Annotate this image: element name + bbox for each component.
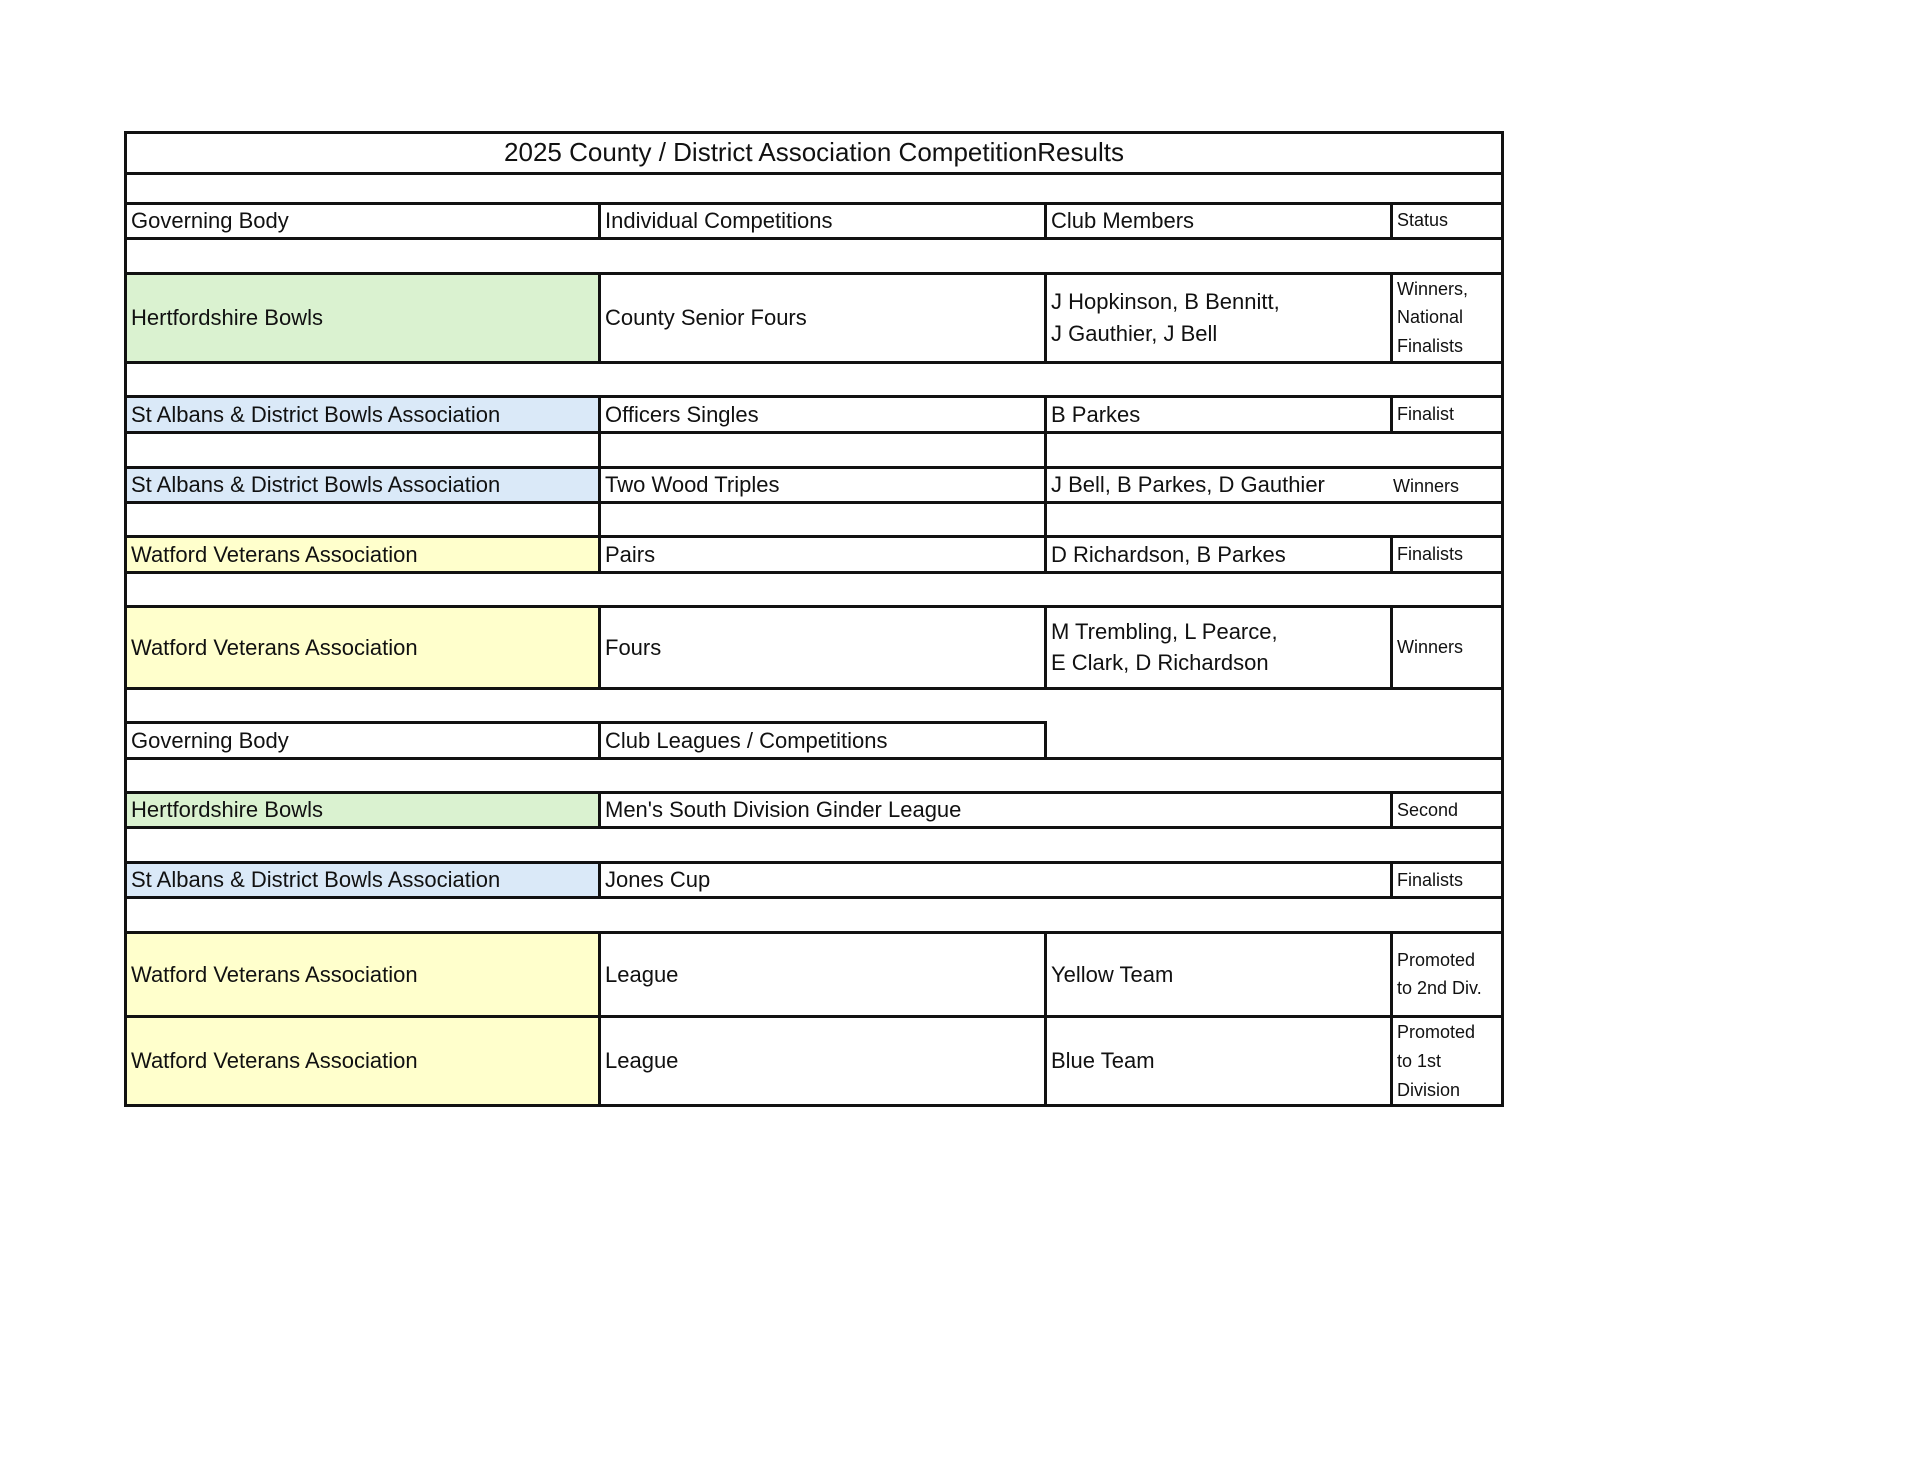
status-line: Division <box>1397 1079 1461 1100</box>
members-line: J Gauthier, J Bell <box>1051 320 1218 346</box>
competition-cell: Men's South Division Ginder League <box>600 792 1392 827</box>
table-row <box>126 536 1503 572</box>
status-cell: Finalist <box>1392 396 1503 432</box>
status-line: to 2nd Div. <box>1397 978 1482 999</box>
empty-cell <box>1046 722 1503 758</box>
status-line: Promoted <box>1397 1021 1476 1042</box>
members-line: J Hopkinson, B Bennitt, <box>1051 288 1280 314</box>
status-cell: Winners <box>1392 606 1503 688</box>
competition-cell: Jones Cup <box>600 862 1392 897</box>
header-row-2 <box>126 722 1503 758</box>
spacer-row <box>126 688 1503 722</box>
competition-cell: League <box>600 1016 1046 1105</box>
governing-body-cell: Watford Veterans Association <box>126 932 600 1016</box>
spacer-row <box>126 502 1503 536</box>
status-line: Promoted <box>1397 949 1476 970</box>
competition-cell: Fours <box>600 606 1046 688</box>
members-cell <box>1046 273 1392 362</box>
header-club-leagues: Club Leagues / Competitions <box>600 722 1046 758</box>
spacer-row <box>126 238 1503 273</box>
members-cell: B Parkes <box>1046 396 1392 432</box>
governing-body-cell: St Albans & District Bowls Association <box>126 396 600 432</box>
members-cell: Yellow Team <box>1046 932 1392 1016</box>
spacer-row <box>126 362 1503 396</box>
header-status: Status <box>1392 203 1503 238</box>
status-line: Finalists <box>1397 336 1464 357</box>
header-individual: Individual Competitions <box>600 203 1046 238</box>
table-row <box>126 862 1503 897</box>
status-cell: Second <box>1392 792 1503 827</box>
competition-cell: Two Wood Triples <box>600 467 1046 502</box>
members-line: M Trembling, L Pearce, <box>1051 618 1278 644</box>
status-line: Winners, <box>1397 278 1469 299</box>
members-line: E Clark, D Richardson <box>1051 650 1269 676</box>
status-cell <box>1392 932 1503 1016</box>
table-row <box>126 932 1503 1016</box>
competition-cell: Pairs <box>600 536 1046 572</box>
governing-body-cell: St Albans & District Bowls Association <box>126 862 600 897</box>
status-cell: Finalists <box>1392 862 1503 897</box>
table-row <box>126 792 1503 827</box>
header-row <box>126 203 1503 238</box>
table-row <box>126 1016 1503 1105</box>
governing-body-cell: St Albans & District Bowls Association <box>126 467 600 502</box>
governing-body-cell: Watford Veterans Association <box>126 1016 600 1105</box>
page-title: 2025 County / District Association CompetitionResults <box>126 133 1503 174</box>
governing-body-cell: Watford Veterans Association <box>126 536 600 572</box>
spacer-row <box>126 173 1503 203</box>
members-cell: D Richardson, B Parkes <box>1046 536 1392 572</box>
governing-body-cell: Watford Veterans Association <box>126 606 600 688</box>
status-cell: Finalists <box>1392 536 1503 572</box>
members-cell: Blue Team <box>1046 1016 1392 1105</box>
governing-body-cell: Hertfordshire Bowls <box>126 792 600 827</box>
spacer-row <box>126 758 1503 792</box>
header-governing-body: Governing Body <box>126 203 600 238</box>
spacer-row <box>126 432 1503 467</box>
table-row <box>126 273 1503 362</box>
members-text: J Bell, B Parkes, D Gauthier <box>1051 472 1325 498</box>
members-status-cell <box>1046 467 1503 502</box>
spacer-row <box>126 827 1503 862</box>
spacer-row <box>126 572 1503 606</box>
spacer-row <box>126 897 1503 932</box>
competition-cell: County Senior Fours <box>600 273 1046 362</box>
status-cell <box>1392 1016 1503 1105</box>
status-line: to 1st <box>1397 1050 1442 1071</box>
status-line: National <box>1397 307 1464 328</box>
header-governing-body-2: Governing Body <box>126 722 600 758</box>
table-row <box>126 606 1503 688</box>
header-members: Club Members <box>1046 203 1392 238</box>
competition-cell: League <box>600 932 1046 1016</box>
results-table <box>124 131 1504 1107</box>
status-text: Winners <box>1393 476 1460 497</box>
table-row <box>126 467 1503 502</box>
governing-body-cell: Hertfordshire Bowls <box>126 273 600 362</box>
table-row <box>126 396 1503 432</box>
status-cell <box>1392 273 1503 362</box>
members-cell <box>1046 606 1392 688</box>
competition-cell: Officers Singles <box>600 396 1046 432</box>
